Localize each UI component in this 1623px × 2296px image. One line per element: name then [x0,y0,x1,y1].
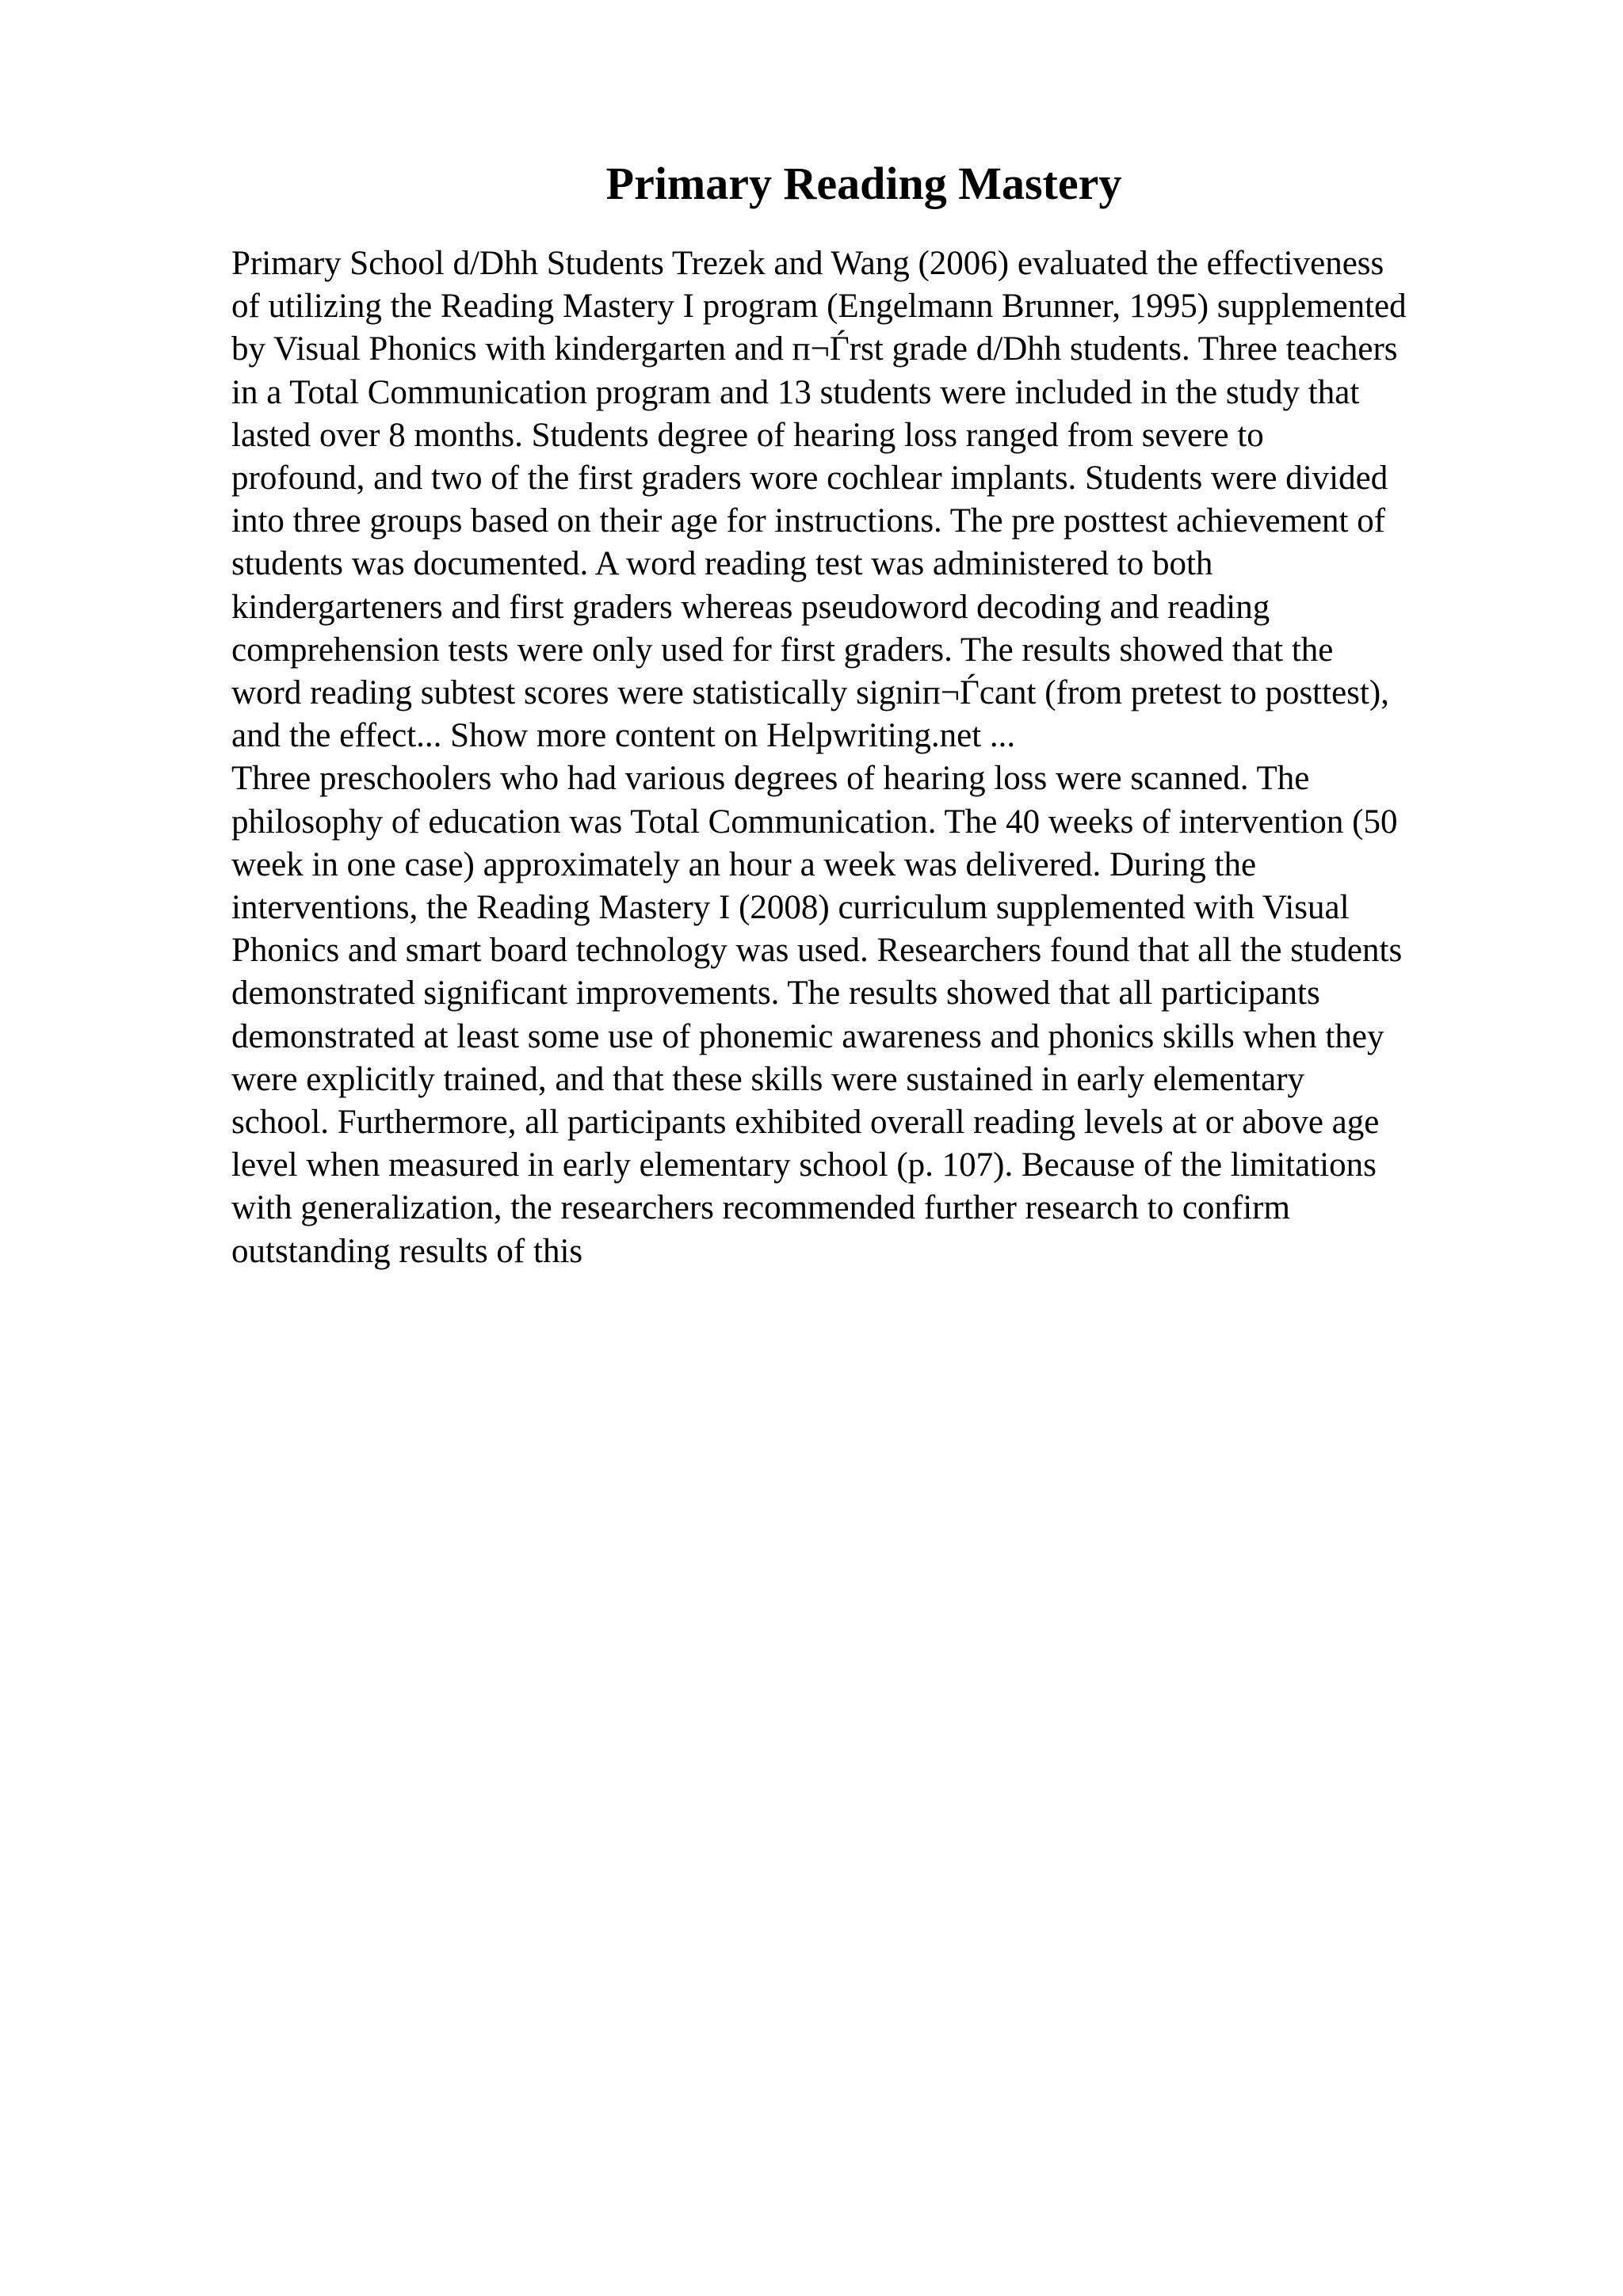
text-line-1: Primary School d/Dhh Students Trezek and Wang (2006) evaluated the effectiveness [231,245,1384,282]
text-line-20: were explicitly trained, and that these skills were sustained in early elementary [231,1060,1305,1098]
text-line-6: profound, and two of the first graders wore cochlear implants. Students were divided [231,460,1388,498]
text-line-23: with generalization, the researchers recommended further research to confirm [231,1189,1290,1227]
text-line-21: school. Furthermore, all participants exhibited overall reading levels at or above age [231,1104,1380,1142]
text-line-24: outstanding results of this [231,1232,583,1270]
text-line-8: students was documented. A word reading test was administered to both [231,545,1213,583]
body-text [231,242,1515,1273]
text-line-16: interventions, the Reading Mastery I (2008) curriculum supplemented with Visual [231,889,1350,927]
text-line-15: week in one case) approximately an hour a week was delivered. During the [231,845,1257,883]
text-line-9: kindergarteners and first graders whereas pseudoword decoding and reading [231,588,1270,626]
text-line-7: into three groups based on their age for instructions. The pre posttest achievement of [231,502,1386,540]
text-line-18: demonstrated significant improvements. The results showed that all participants [231,974,1320,1013]
text-line-5: lasted over 8 months. Students degree of hearing loss ranged from severe to [231,416,1264,454]
text-line-22: level when measured in early elementary school (p. 107). Because of the limitations [231,1146,1377,1184]
page-title: Primary Reading Mastery [605,158,1122,209]
text-line-11: word reading subtest scores were statistically signiп¬Ѓcant (from pretest to posttest), [231,674,1389,712]
text-line-3: by Visual Phonics with kindergarten and п¬Ѓrst grade d/Dhh students. Three teachers [231,330,1398,368]
text-line-13: Three preschoolers who had various degrees of hearing loss were scanned. The [231,760,1310,798]
text-line-17: Phonics and smart board technology was used. Researchers found that all the students [231,932,1403,970]
text-line-12: and the effect... Show more content on Helpwriting.net ... [231,717,1016,755]
text-line-2: of utilizing the Reading Mastery I program (Engelmann Brunner, 1995) supplemented [231,288,1407,326]
text-line-10: comprehension tests were only used for first graders. The results showed that the [231,631,1334,669]
text-line-4: in a Total Communication program and 13 students were included in the study that [231,373,1360,411]
text-line-14: philosophy of education was Total Communication. The 40 weeks of intervention (50 [231,803,1398,841]
text-line-19: demonstrated at least some use of phonemic awareness and phonics skills when they [231,1017,1384,1055]
